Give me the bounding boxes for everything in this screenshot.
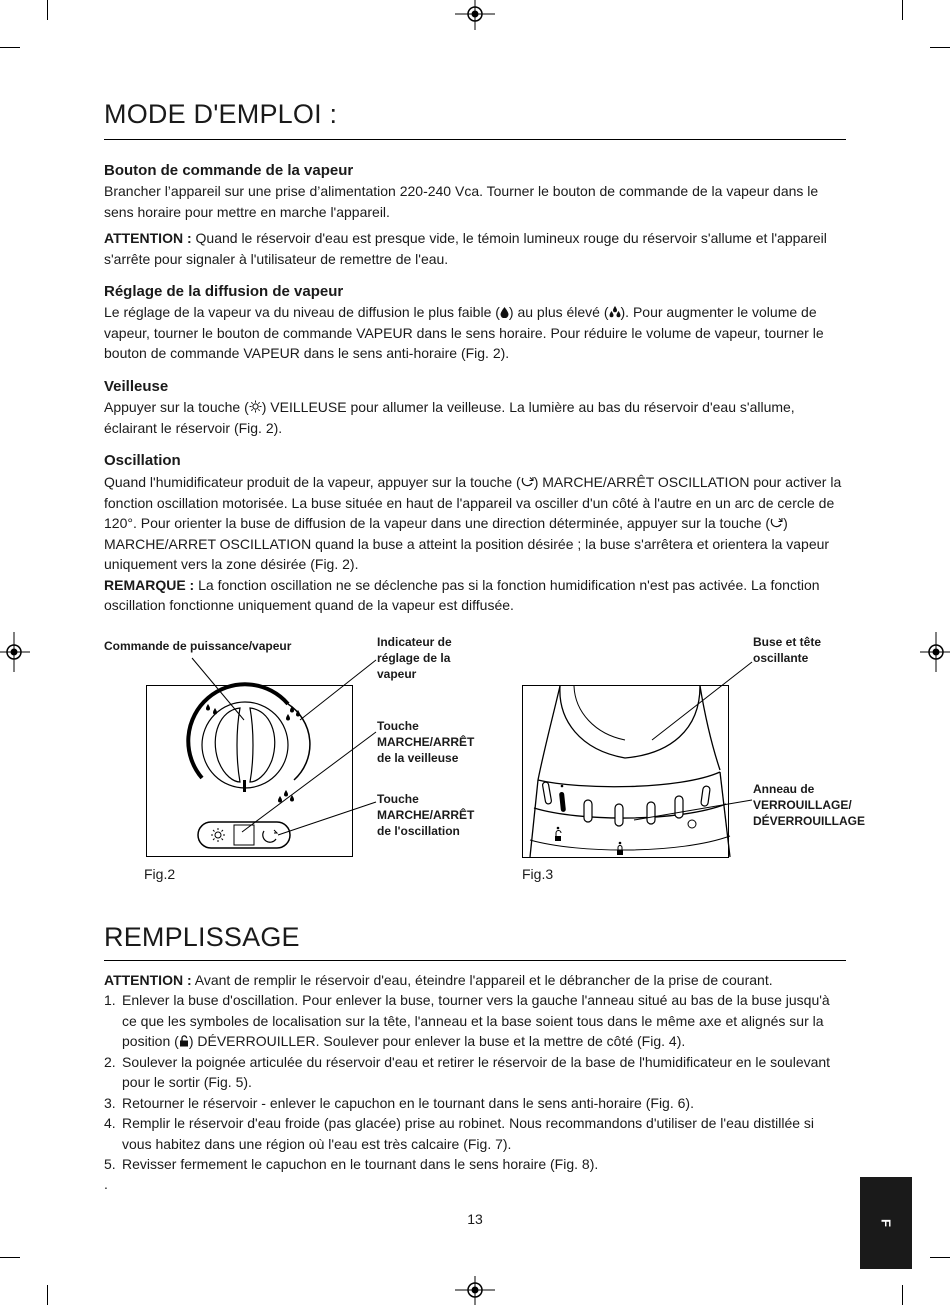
text-segment: Appuyer sur la touche ( xyxy=(104,399,249,415)
fig2-label-osc: Touche MARCHE/ARRÊT de l'oscillation xyxy=(377,792,475,838)
registration-mark-left-icon xyxy=(0,632,30,672)
subheading-steam-knob: Bouton de commande de la vapeur xyxy=(104,162,354,179)
attention-label: ATTENTION : xyxy=(104,230,192,246)
attention-text: Avant de remplir le réservoir d'eau, éteindre l'appareil et le débrancher de la prise de courant. xyxy=(191,972,773,988)
text-segment: ) MARCHE/ARRET OSCILLATION quand la buse a atteint la position désirée ; la buse s'arrêtera et orientera la vapeur uniquement vers la zone désirée (Fig. 2). xyxy=(104,515,830,572)
step-text: Revisser fermement le capuchon en le tournant dans le sens horaire (Fig. 8). xyxy=(122,1156,599,1172)
fig2-label-power: Commande de puissance/vapeur xyxy=(104,639,292,653)
unlock-icon xyxy=(179,1035,189,1047)
registration-mark-top-icon xyxy=(455,0,495,30)
text-segment: Quand l'humidificateur produit de la vapeur, appuyer sur la touche ( xyxy=(104,474,521,490)
fig3-caption: Fig.3 xyxy=(522,866,554,882)
language-tab-label: F xyxy=(878,1219,894,1227)
fig2-label-night: Touche MARCHE/ARRÊT de la veilleuse xyxy=(377,719,475,765)
subheading-steam-diffusion: Réglage de la diffusion de vapeur xyxy=(104,283,344,300)
heading-rule xyxy=(104,139,846,140)
list-item xyxy=(104,990,844,1052)
registration-mark-bottom-icon xyxy=(455,1276,495,1305)
step-number: 3. xyxy=(104,1094,116,1111)
heading-rule xyxy=(104,960,846,961)
paragraph-steam-diffusion xyxy=(104,302,844,364)
list-item xyxy=(104,1113,844,1154)
sun-icon xyxy=(249,400,262,413)
fig2-control-panel-illustration xyxy=(140,640,380,860)
section-heading-remplissage: REMPLISSAGE xyxy=(104,922,300,952)
paragraph-night-light xyxy=(104,397,844,438)
fig2-label-indicator: Indicateur de réglage de la vapeur xyxy=(377,635,452,681)
step-number: 1. xyxy=(104,992,116,1008)
step-number: 4. xyxy=(104,1115,116,1131)
text-segment: ) VEILLEUSE pour allumer la veilleuse. La lumière au bas du réservoir d'eau s'allume, éclairant le réservoir (Fig. 2). xyxy=(104,399,795,436)
attention-label: ATTENTION : xyxy=(104,972,192,988)
drop-icon xyxy=(500,307,509,318)
page-number: 13 xyxy=(467,1211,483,1227)
step-number: 2. xyxy=(104,1053,116,1070)
step-text: Enlever la buse d'oscillation. Pour enlever la buse, tourner vers la gauche l'anneau situé au bas de la buse jusqu'à ce que les symboles de localisation sur la tête, l'anneau et la base soient tous dans le même axe et alignés sur la position ( xyxy=(122,992,830,1049)
text-segment: ) MARCHE/ARRÊT OSCILLATION pour activer la fonction oscillation motorisée. La buse située en haut de l'appareil va osciller d'un côté à l'autre en un arc de cercle de 120°. Pour orienter la buse de diffusion de la vapeur dans une direction déterminée, appuyer sur la touche ( xyxy=(104,474,842,531)
paragraph-attention-1 xyxy=(104,228,844,269)
step-text: Remplir le réservoir d'eau froide (pas glacée) prise au robinet. Nous recommandons d'utiliser de l'eau distillée si vous habitez dans une région où l'eau est très calcaire (Fig. 7). xyxy=(122,1115,815,1152)
trailing-period: . xyxy=(104,1176,108,1192)
step-text: ) DÉVERROUILLER. Soulever pour enlever la buse et la mettre de côté (Fig. 4). xyxy=(188,1033,686,1049)
oscillation-arrow-icon xyxy=(770,517,783,529)
language-tab xyxy=(860,1177,912,1269)
text-segment: Le réglage de la vapeur va du niveau de diffusion le plus faible ( xyxy=(104,304,500,320)
fig3-label-nozzle: Buse et tête oscillante xyxy=(753,635,822,665)
section-heading-mode-emploi: MODE D'EMPLOI : xyxy=(104,99,338,129)
fig3-label-ring: Anneau de VERROUILLAGE/ DÉVERROUILLAGE xyxy=(753,782,866,828)
list-item xyxy=(104,1154,844,1175)
paragraph-oscillation xyxy=(104,472,844,616)
text-segment: ) au plus élevé ( xyxy=(508,304,609,320)
subheading-oscillation: Oscillation xyxy=(104,452,181,469)
remarque-text: La fonction oscillation ne se déclenche pas si la fonction humidification n'est pas activée. La fonction oscillation fonctionne uniquement quand de la vapeur est diffusée. xyxy=(104,576,820,613)
step-text: Soulever la poignée articulée du réservoir d'eau et retirer le réservoir de la base de l'humidificateur en le soulevant pour le sortir (Fig. 5). xyxy=(122,1053,831,1090)
remarque-label: REMARQUE : xyxy=(104,576,195,593)
subheading-night-light: Veilleuse xyxy=(104,378,169,395)
paragraph-steam-knob: Brancher l’appareil sur une prise d’alimentation 220-240 Vca. Tourner le bouton de commande de la vapeur dans le sens horaire pour mettre en marche l'appareil. xyxy=(104,183,819,220)
step-text: Retourner le réservoir - enlever le capuchon en le tournant dans le sens anti-horaire (Fig. 6). xyxy=(122,1094,694,1111)
paragraph-attention-2 xyxy=(104,970,844,991)
attention-text: Quand le réservoir d'eau est presque vide, le témoin lumineux rouge du réservoir s'allume et l'appareil s'arrête pour signaler à l'utilisateur de remettre de l'eau. xyxy=(104,230,827,267)
fig2-caption: Fig.2 xyxy=(144,866,176,882)
oscillation-arrow-icon xyxy=(521,476,534,488)
filling-steps-list xyxy=(104,990,844,1175)
text-segment: ). Pour augmenter le volume de vapeur, tourner le bouton de commande VAPEUR dans le sens horaire. Pour réduire le volume de vapeur, tourner le bouton de commande VAPEUR dans le sens anti-horaire (Fig. 2). xyxy=(104,304,824,361)
fig3-nozzle-ring-illustration xyxy=(520,640,755,862)
step-number: 5. xyxy=(104,1156,116,1172)
list-item xyxy=(104,1093,844,1114)
multi-drop-icon xyxy=(609,306,621,318)
registration-mark-right-icon xyxy=(920,632,950,672)
list-item xyxy=(104,1052,844,1093)
